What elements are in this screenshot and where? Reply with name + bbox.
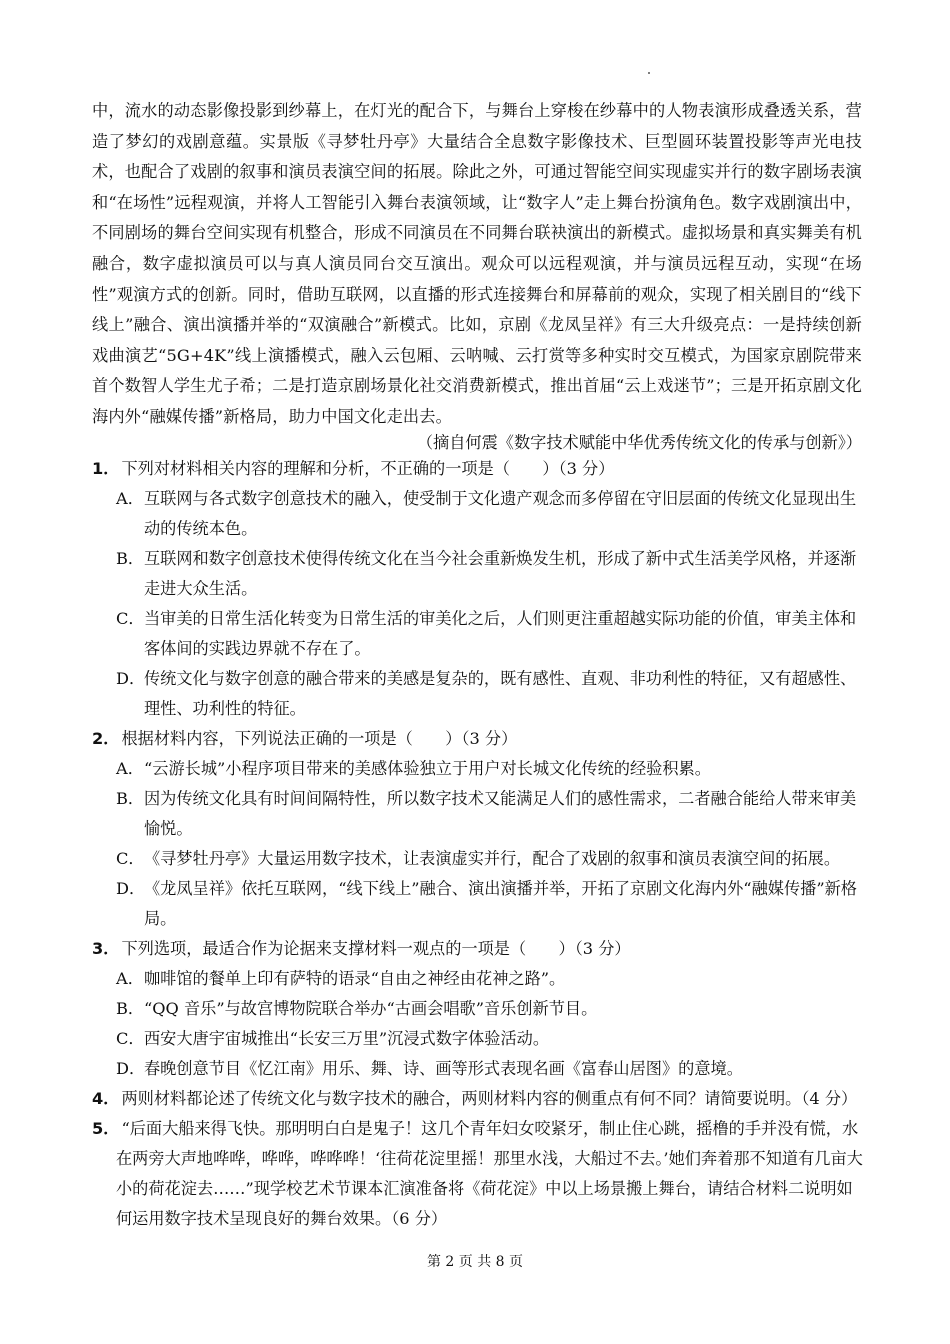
question-line: [92, 1084, 864, 1114]
option-b: [92, 544, 864, 604]
question-number: 2．: [92, 729, 120, 748]
question-number: 4．: [92, 1089, 120, 1108]
option-d: [92, 1054, 864, 1084]
question-stem: 根据材料内容，下列说法正确的一项是（ ）（3 分）: [121, 729, 518, 748]
option-text: 因为传统文化具有时间间隔特性，所以数字技术又能满足人们的感性需求，二者融合能给人带来审美愉悦。: [144, 789, 857, 838]
option-text: 互联网与各式数字创意技术的融入，使受制于文化遗产观念而多停留在守旧层面的传统文化显现出生动的传统本色。: [144, 489, 857, 538]
passage-text: 中，流水的动态影像投影到纱幕上，在灯光的配合下，与舞台上穿梭在纱幕中的人物表演形成叠透关系，营造了梦幻的戏剧意蕴。实景版《寻梦牡丹亭》大量结合全息数字影像技术、巨型圆环装置投影等声光电技术，也配合了戏剧的叙事和演员表演空间的拓展。除此之外，可通过智能空间实现虚实并行的数字剧场表演和“在场性”远程观演，并将人工智能引入舞台表演领域，让“数字人”走上舞台扮演角色。数字戏剧演出中，不同剧场的舞台空间实现有机整合，形成不同演员在不同舞台联袂演出的新模式。虚拟场景和真实舞美有机融合，数字虚拟演员可以与真人演员同台交互演出。观众可以远程观演，并与演员远程互动，实现“在场性”观演方式的创新。同时，借助互联网，以直播的形式连接舞台和屏幕前的观众，实现了相关剧目的“线下线上”融合、演出演播并举的“双演融合”新模式。比如，京剧《龙凤呈祥》有三大升级亮点：一是持续创新戏曲演艺“5G+4K”线上演播模式，融入云包厢、云呐喊、云打赏等多种实时交互模式，为国家京剧院带来首个数智人学生尤子希；二是打造京剧场景化社交消费新模式，推出首届“云上戏迷节”；三是开拓京剧文化海内外“融媒传播”新格局，助力中国文化走出去。: [92, 101, 862, 426]
option-letter: B．: [116, 549, 145, 568]
option-text: 互联网和数字创意技术使得传统文化在当今社会重新焕发生机，形成了新中式生活美学风格，并逐渐走进大众生活。: [144, 549, 857, 598]
option-letter: B．: [116, 999, 145, 1018]
passage-source: （摘自何震《数字技术赋能中华优秀传统文化的传承与创新》）: [416, 433, 862, 452]
option-letter: D．: [116, 879, 146, 898]
question-number: 1．: [92, 459, 120, 478]
question-line: [92, 1114, 864, 1234]
option-letter: A．: [116, 969, 144, 988]
option-text: 《寻梦牡丹亭》大量运用数字技术，让表演虚实并行，配合了戏剧的叙事和演员表演空间的拓展。: [144, 849, 841, 868]
question-stem: “后面大船来得飞快。那明明白白是鬼子！这几个青年妇女咬紧牙，制止住心跳，摇橹的手并没有慌，水在两旁大声地哗哗，哗哗，哗哗哗！‘往荷花淀里摇！那里水浅，大船过不去。’她们奔着那不知道有几亩大小的荷花淀去……”现学校艺术节课本汇演准备将《荷花淀》中以上场景搬上舞台，请结合材料二说明如何运用数字技术呈现良好的舞台效果。（6 分）: [116, 1119, 863, 1228]
option-a: [92, 964, 864, 994]
option-text: “QQ 音乐”与故宫博物院联合举办“古画会唱歌”音乐创新节目。: [144, 999, 598, 1018]
question-line: [92, 724, 864, 754]
option-text: 西安大唐宇宙城推出“长安三万里”沉浸式数字体验活动。: [144, 1029, 550, 1048]
option-text: 咖啡馆的餐单上印有萨特的语录“自由之神经由花神之路”。: [144, 969, 566, 988]
option-c: [92, 1024, 864, 1054]
question-list: [92, 454, 864, 1234]
question-3: [92, 934, 864, 1084]
option-letter: B．: [116, 789, 145, 808]
option-letter: D．: [116, 1059, 146, 1078]
option-c: [92, 604, 864, 664]
option-letter: A．: [116, 489, 144, 508]
question-4: [92, 1084, 864, 1114]
option-text: “云游长城”小程序项目带来的美感体验独立于用户对长城文化传统的经验积累。: [144, 759, 711, 778]
question-line: [92, 454, 864, 484]
option-d: [92, 664, 864, 724]
option-letter: D．: [116, 669, 146, 688]
option-letter: C．: [116, 1029, 145, 1048]
option-text: 春晚创意节目《忆江南》用乐、舞、诗、画等形式表现名画《富春山居图》的意境。: [144, 1059, 743, 1078]
question-1: [92, 454, 864, 724]
question-number: 5．: [92, 1119, 120, 1138]
option-b: [92, 784, 864, 844]
question-stem: 下列选项，最适合作为论据来支撑材料一观点的一项是（ ）（3 分）: [121, 939, 631, 958]
option-letter: C．: [116, 849, 145, 868]
question-5: [92, 1114, 864, 1234]
option-d: [92, 874, 864, 934]
question-2: [92, 724, 864, 934]
question-line: [92, 934, 864, 964]
question-stem: 下列对材料相关内容的理解和分析，不正确的一项是（ ）（3 分）: [121, 459, 615, 478]
option-c: [92, 844, 864, 874]
option-letter: A．: [116, 759, 144, 778]
question-stem: 两则材料都论述了传统文化与数字技术的融合，两则材料内容的侧重点有何不同？请简要说明。（4 分）: [121, 1089, 858, 1108]
page-speck: [648, 72, 650, 74]
option-text: 传统文化与数字创意的融合带来的美感是复杂的，既有感性、直观、非功利性的特征，又有超感性、理性、功利性的特征。: [144, 669, 857, 718]
option-text: 当审美的日常生活化转变为日常生活的审美化之后，人们则更注重超越实际功能的价值，审美主体和客体间的实践边界就不存在了。: [144, 609, 857, 658]
question-number: 3．: [92, 939, 120, 958]
page-footer: 第 2 页 共 8 页: [426, 1254, 524, 1270]
option-letter: C．: [116, 609, 145, 628]
option-text: 《龙凤呈祥》依托互联网，“线下线上”融合、演出演播并举，开拓了京剧文化海内外“融媒传播”新格局。: [144, 879, 857, 928]
option-a: [92, 484, 864, 544]
option-a: [92, 754, 864, 784]
option-b: [92, 994, 864, 1024]
